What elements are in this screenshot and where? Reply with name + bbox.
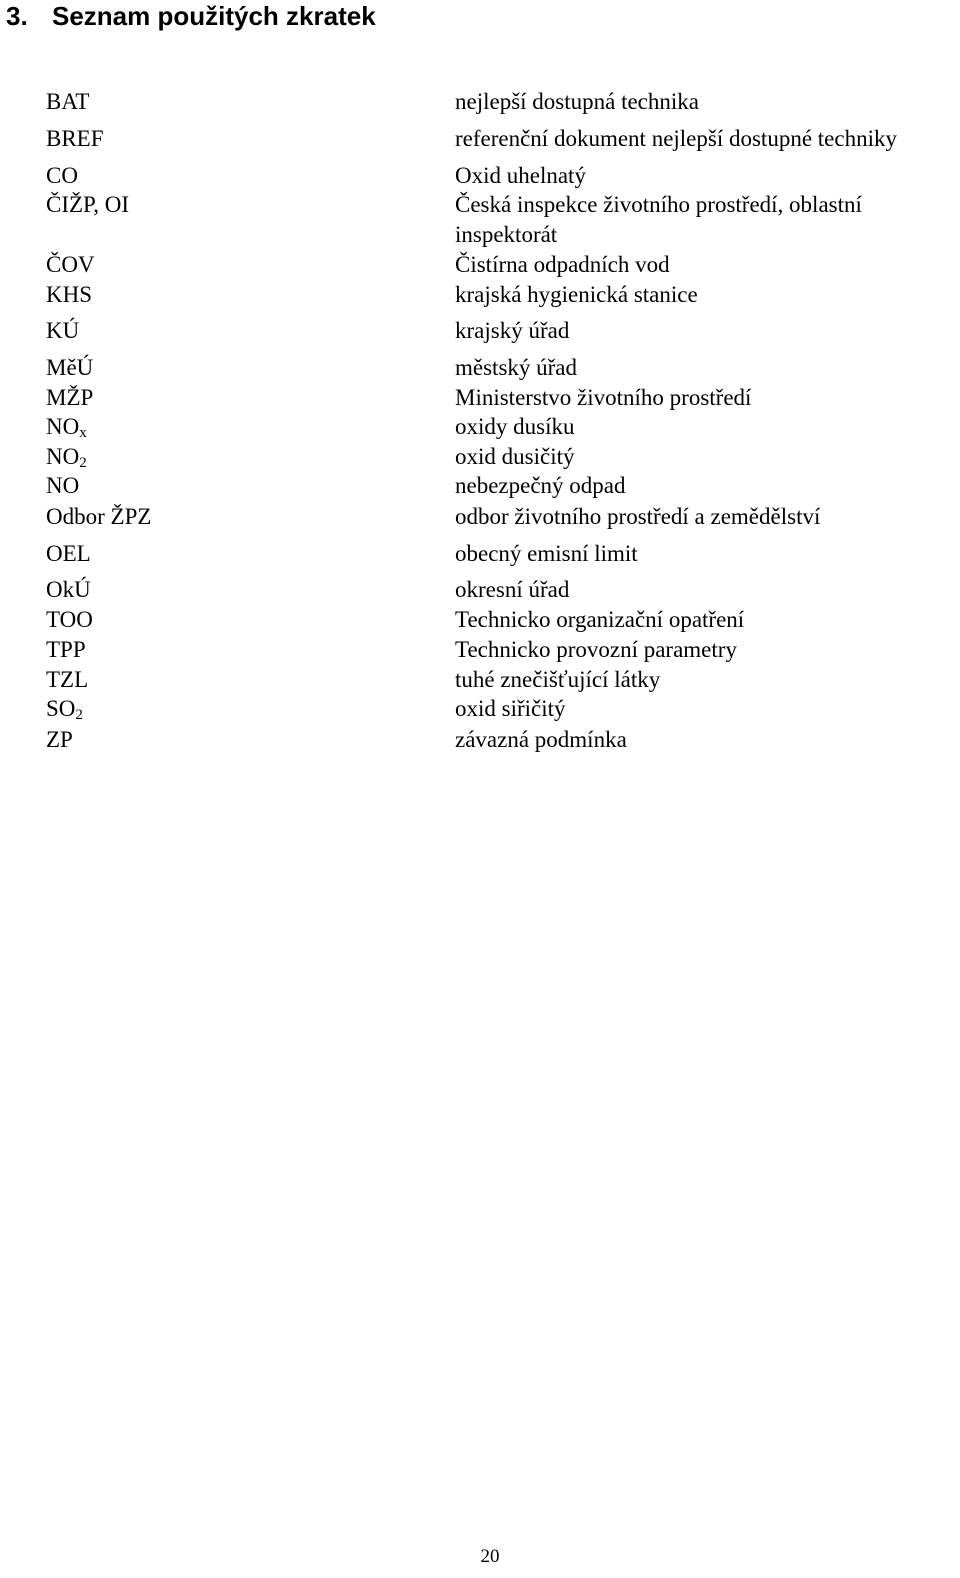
abbr-term: NO [46,473,80,498]
abbr-term: BAT [46,89,90,114]
abbr-term: ZP [46,727,73,752]
abbr-term: ČIŽP, OI [46,192,130,217]
section-title: Seznam použitých zkratek [52,1,376,31]
abbr-definition-continuation: inspektorát [455,222,558,247]
abbr-definition: nebezpečný odpad [455,473,626,498]
abbr-definition: Oxid uhelnatý [455,163,586,188]
abbr-term: OEL [46,541,91,566]
abbr-definition: městský úřad [455,355,578,380]
abbr-definition: oxid siřičitý [455,696,566,721]
abbr-term: CO [46,163,78,188]
abbr-definition: okresní úřad [455,577,570,602]
subscript: 2 [75,707,83,723]
abbr-term: TZL [46,667,89,692]
abbr-definition: tuhé znečišťující látky [455,667,661,692]
abbr-term: OkÚ [46,577,91,602]
abbr-term: Odbor ŽPZ [46,504,152,529]
abbr-term: $NO_x$ [46,414,87,441]
abbr-definition: Čistírna odpadních vod [455,252,670,277]
abbr-term: ČOV [46,252,95,277]
abbr-definition: krajská hygienická stanice [455,282,698,307]
abbr-definition: referenční dokument nejlepší dostupné techniky [455,126,897,151]
subscript: 2 [79,455,87,471]
abbr-definition: obecný emisní limit [455,541,638,566]
abbr-term: KHS [46,282,93,307]
page-number: 20 [480,1546,500,1567]
section-heading [6,0,376,32]
abbr-definition: krajský úřad [455,318,570,343]
abbr-term: TOO [46,607,93,632]
abbr-definition: závazná podmínka [455,727,627,752]
abbr-term: MŽP [46,385,94,410]
abbr-definition: Technicko organizační opatření [455,607,745,632]
abbr-definition: oxid dusičitý [455,444,575,469]
abbr-term: MěÚ [46,355,94,380]
abbr-term: TPP [46,637,86,662]
abbr-definition: odbor životního prostředí a zemědělství [455,504,821,529]
abbr-term: KÚ [46,318,80,343]
abbr-definition: oxidy dusíku [455,414,575,439]
abbr-term: $NO_2$ [46,444,87,471]
abbr-definition: Technicko provozní parametry [455,637,737,662]
abbr-term: BREF [46,126,104,151]
abbr-definition: nejlepší dostupná technika [455,89,699,114]
abbr-term: $SO_2$ [46,696,83,723]
abbr-definition: Česká inspekce životního prostředí, oblastní [455,192,862,217]
subscript: x [79,425,87,441]
section-number: 3. [6,1,28,31]
abbr-definition: Ministerstvo životního prostředí [455,385,752,410]
